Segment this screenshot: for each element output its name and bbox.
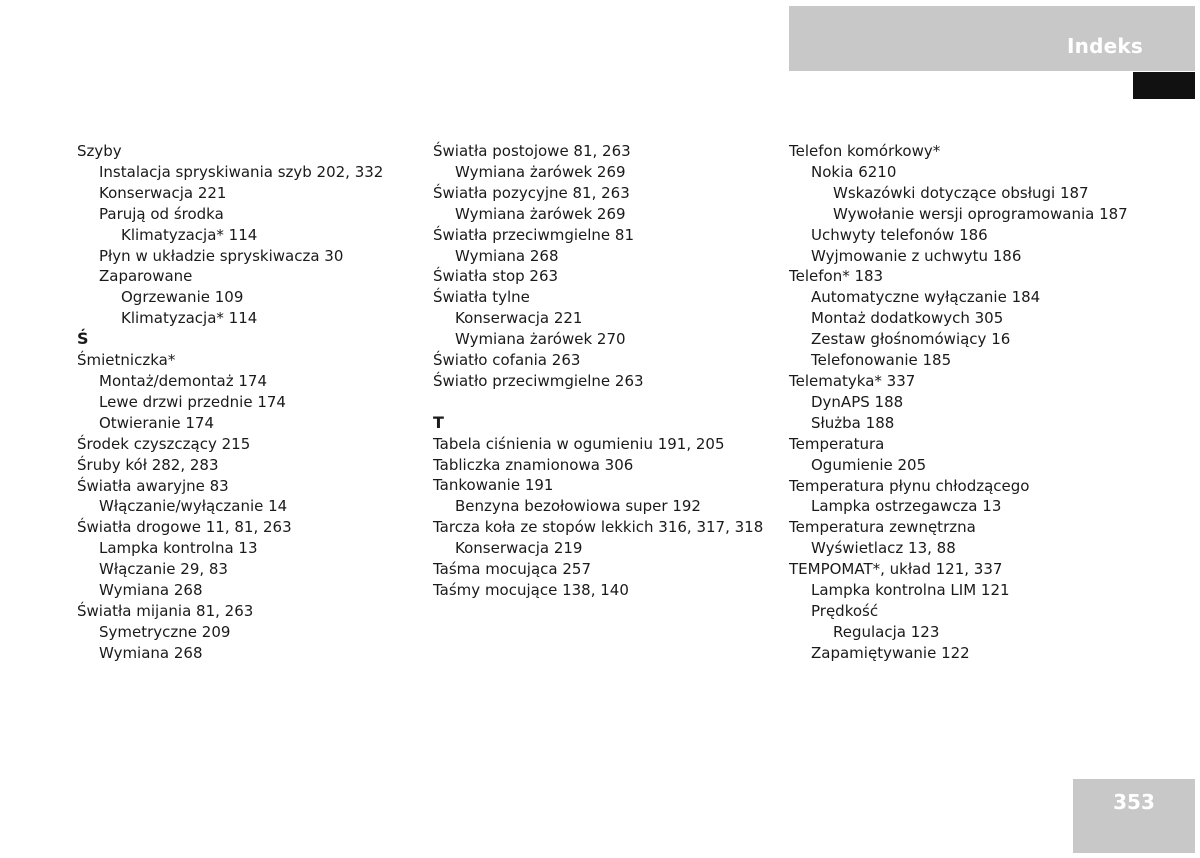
index-entry: Światła mijania 81, 263 <box>77 601 254 620</box>
index-entry: Światło przeciwmgielne 263 <box>433 371 644 390</box>
index-entry: Światła tylne <box>433 288 530 307</box>
index-column-2 <box>433 141 763 601</box>
index-entry: TEMPOMAT*, układ 121, 337 <box>789 560 1003 579</box>
index-subentry: Wymiana żarówek 269 <box>455 162 626 181</box>
index-subentry: Ogrzewanie 109 <box>121 288 244 307</box>
index-entry: Światła przeciwmgielne 81 <box>433 225 635 244</box>
section-spacer <box>433 392 763 413</box>
index-subentry: Zaparowane <box>99 267 193 286</box>
index-entry: Tankowanie 191 <box>433 476 554 495</box>
index-subentry: DynAPS 188 <box>811 392 904 411</box>
index-subentry: Klimatyzacja* 114 <box>121 309 258 328</box>
index-entry: Temperatura <box>789 434 885 453</box>
index-subentry: Wyświetlacz 13, 88 <box>811 539 956 558</box>
index-entry: Światła awaryjne 83 <box>77 476 229 495</box>
index-subentry: Regulacja 123 <box>833 622 940 641</box>
index-subentry: Wyjmowanie z uchwytu 186 <box>811 246 1022 265</box>
index-subentry: Służba 188 <box>811 413 895 432</box>
index-entry: Telematyka* 337 <box>789 371 916 390</box>
page-title: Indeks <box>1067 34 1143 58</box>
index-subentry: Wskazówki dotyczące obsługi 187 <box>833 183 1089 202</box>
page-number: 353 <box>1113 790 1155 814</box>
section-letter: T <box>433 412 444 432</box>
index-subentry: Lewe drzwi przednie 174 <box>99 392 286 411</box>
index-subentry: Wymiana żarówek 270 <box>455 330 626 349</box>
header-bar <box>789 6 1195 71</box>
page-number-box <box>1073 779 1195 853</box>
index-subentry: Wymiana 268 <box>455 246 559 265</box>
index-subentry: Wymiana 268 <box>99 643 203 662</box>
index-subentry: Otwieranie 174 <box>99 413 215 432</box>
index-entry: Temperatura płynu chłodzącego <box>789 476 1030 495</box>
index-subentry: Wymiana 268 <box>99 581 203 600</box>
index-entry: Tabliczka znamionowa 306 <box>433 455 634 474</box>
index-entry: Światła drogowe 11, 81, 263 <box>77 518 292 537</box>
index-subentry: Płyn w układzie spryskiwacza 30 <box>99 246 344 265</box>
index-entry: Szyby <box>77 142 122 160</box>
index-subentry: Montaż dodatkowych 305 <box>811 309 1004 328</box>
index-subentry: Uchwyty telefonów 186 <box>811 225 988 244</box>
index-subentry: Symetryczne 209 <box>99 622 231 641</box>
index-subentry: Wymiana żarówek 269 <box>455 204 626 223</box>
index-column-1 <box>77 141 383 664</box>
index-entry: Światła stop 263 <box>433 267 559 286</box>
index-column-3 <box>789 141 1128 664</box>
index-subentry: Lampka ostrzegawcza 13 <box>811 497 1002 516</box>
index-entry: Tabela ciśnienia w ogumieniu 191, 205 <box>433 434 725 453</box>
section-marker-tab <box>1133 72 1195 99</box>
index-subentry: Zestaw głośnomówiący 16 <box>811 330 1011 349</box>
index-subentry: Konserwacja 221 <box>99 183 227 202</box>
index-subentry: Konserwacja 219 <box>455 539 583 558</box>
index-subentry: Lampka kontrolna 13 <box>99 539 258 558</box>
index-subentry: Lampka kontrolna LIM 121 <box>811 581 1010 600</box>
index-subentry: Automatyczne wyłączanie 184 <box>811 288 1041 307</box>
index-entry: Śruby kół 282, 283 <box>77 455 219 474</box>
index-entry: Taśmy mocujące 138, 140 <box>433 581 629 600</box>
index-subentry: Włączanie/wyłączanie 14 <box>99 497 288 516</box>
index-subentry: Instalacja spryskiwania szyb 202, 332 <box>99 162 384 181</box>
index-subentry: Montaż/demontaż 174 <box>99 371 268 390</box>
index-entry: Śmietniczka* <box>77 351 176 370</box>
index-entry: Światła postojowe 81, 263 <box>433 142 631 160</box>
index-entry: Taśma mocująca 257 <box>433 560 591 579</box>
index-subentry: Klimatyzacja* 114 <box>121 225 258 244</box>
index-subentry: Prędkość <box>811 601 879 620</box>
index-entry: Tarcza koła ze stopów lekkich 316, 317, 318 <box>433 518 764 537</box>
index-entry: Telefon* 183 <box>789 267 884 286</box>
index-subentry: Nokia 6210 <box>811 162 897 181</box>
index-entry: Światła pozycyjne 81, 263 <box>433 183 630 202</box>
index-subentry: Telefonowanie 185 <box>811 351 952 370</box>
index-subentry: Zapamiętywanie 122 <box>811 643 970 662</box>
index-subentry: Benzyna bezołowiowa super 192 <box>455 497 701 516</box>
index-subentry: Ogumienie 205 <box>811 455 927 474</box>
index-subentry: Włączanie 29, 83 <box>99 560 228 579</box>
index-entry: Środek czyszczący 215 <box>77 434 251 453</box>
index-subentry: Konserwacja 221 <box>455 309 583 328</box>
index-entry: Temperatura zewnętrzna <box>789 518 976 537</box>
index-subentry: Wywołanie wersji oprogramowania 187 <box>833 204 1128 223</box>
index-entry: Telefon komórkowy* <box>789 142 941 160</box>
index-subentry: Parują od środka <box>99 204 224 223</box>
index-entry: Światło cofania 263 <box>433 351 581 370</box>
section-letter: Ś <box>77 329 89 349</box>
